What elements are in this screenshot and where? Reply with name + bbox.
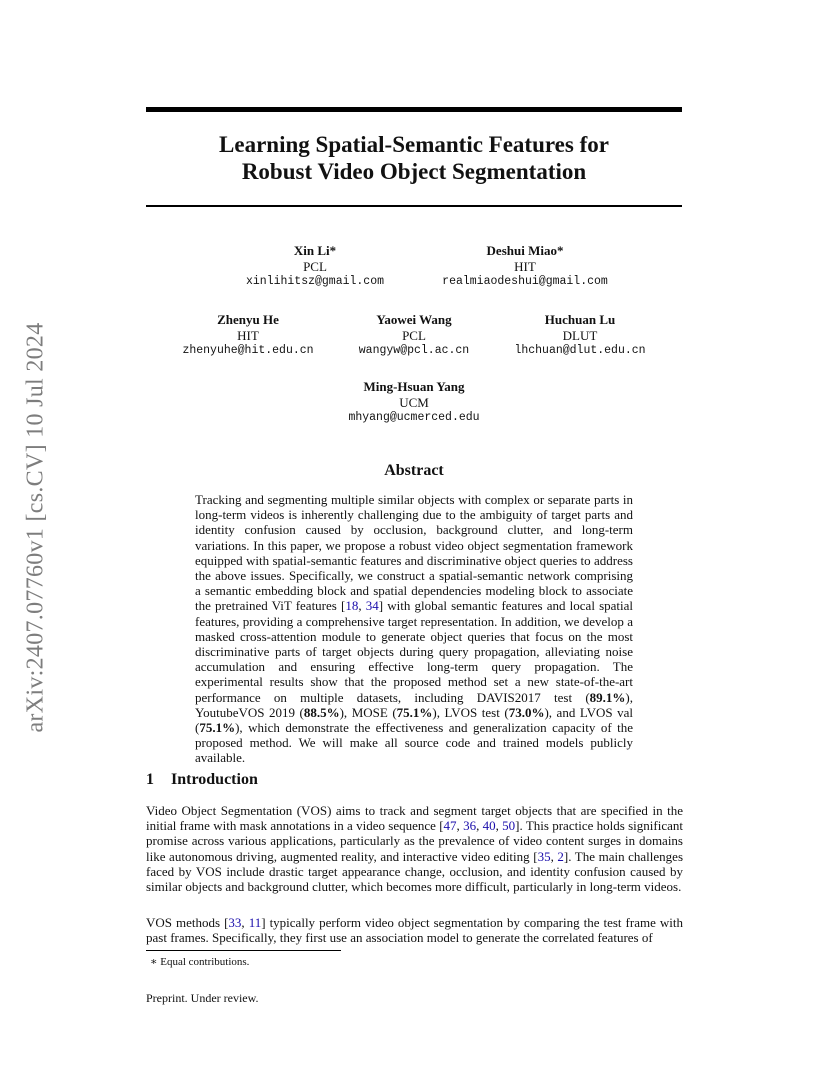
intro-paragraph-1: Video Object Segmentation (VOS) aims to track and segment target objects that are specified in the initial frame with mask annotations in a video sequence [47, 36, 40, 50]. This practice holds significant promise across various applications, particularly as the prevalence of video content surges in domains like autonomous driving, augmented reality, and interactive video editing [35, 2]. The main challenges faced by VOS include drastic target appearance change, occlusion, and identity confusion caused by similar objects and background clutter, which becomes more difficult, particularly in long-term videos.	[146, 803, 684, 895]
author-email[interactable]: mhyang@ucmerced.edu	[348, 411, 480, 424]
result-value: 88.5%	[303, 704, 340, 720]
author-name: Xin Li*	[293, 243, 337, 258]
footnote: ∗ Equal contributions.	[150, 956, 250, 968]
citation-link[interactable]: 2	[557, 848, 564, 864]
citation-link[interactable]: 50	[502, 818, 516, 834]
citation-link[interactable]: 34	[365, 598, 379, 614]
section-heading-introduction	[146, 771, 258, 789]
result-value: 75.1%	[396, 704, 433, 720]
footnote-rule	[146, 950, 341, 951]
author-affiliation: HIT	[514, 258, 536, 274]
author-affiliation: UCM	[399, 394, 429, 410]
intro-paragraph-2: VOS methods [33, 11] typically perform video object segmentation by comparing the test frame with past frames. Specifically, they first use an association model to generate the correlated features of	[146, 915, 683, 946]
citation-link[interactable]: 18	[345, 598, 359, 614]
author-email[interactable]: realmiaodeshui@gmail.com	[442, 275, 608, 288]
section-title: Introduction	[171, 771, 258, 788]
arxiv-id-text: arXiv:2407.07760v1 [cs.CV] 10 Jul 2024	[22, 321, 49, 733]
title-top-rule	[146, 107, 682, 112]
result-value: 73.0%	[508, 704, 545, 720]
author-name: Ming-Hsuan Yang	[363, 379, 465, 394]
title-line-2: Robust Video Object Segmentation	[241, 159, 587, 184]
author-name: Deshui Miao*	[486, 243, 564, 258]
author-email[interactable]: wangyw@pcl.ac.cn	[358, 344, 470, 357]
author-block	[415, 243, 635, 290]
author-email[interactable]: xinlihitsz@gmail.com	[245, 275, 385, 288]
author-email[interactable]: lhchuan@dlut.edu.cn	[514, 344, 646, 357]
author-name: Huchuan Lu	[544, 312, 616, 327]
citation-link[interactable]: 47	[443, 818, 457, 834]
citation-link[interactable]: 33	[228, 915, 242, 930]
preprint-note: Preprint. Under review.	[146, 991, 259, 1005]
author-affiliation: HIT	[237, 327, 259, 343]
section-number: 1	[146, 771, 154, 788]
citation-link[interactable]: 36	[463, 818, 477, 834]
author-block	[324, 312, 504, 359]
citation-link[interactable]: 40	[482, 818, 496, 834]
author-block	[314, 379, 514, 426]
citation-link[interactable]: 11	[248, 915, 262, 930]
arxiv-side-identifier	[20, 296, 52, 758]
paper-title	[146, 131, 682, 185]
author-affiliation: DLUT	[562, 327, 598, 343]
title-line-1: Learning Spatial-Semantic Features for	[219, 132, 609, 157]
author-affiliation: PCL	[303, 258, 327, 274]
author-block	[490, 312, 670, 359]
author-name: Zhenyu He	[217, 312, 279, 327]
abstract-body: Tracking and segmenting multiple similar objects with complex or separate parts in long-term videos is inherently challenging due to the ambiguity of target parts and identity confusion caused by occlusion, background clutter, and long-term variations. In this paper, we propose a robust video object segmentation framework equipped with spatial-semantic features and discriminative object queries to address the above issues. Specifically, we construct a spatial-semantic network comprising a semantic embedding block and spatial dependencies modeling block to associate the pretrained ViT features [18, 34] with global semantic features and local spatial features, providing a comprehensive target representation. In addition, we develop a masked cross-attention module to generate object queries that focus on the most discriminative parts of target objects during query propagation, alleviating noise accumulation and ensuring effective long-term query propagation. The experimental results show that the proposed method set a new state-of-the-art performance on multiple datasets, including DAVIS2017 test (89.1%), YoutubeVOS 2019 (88.5%), MOSE (75.1%), LVOS test (73.0%), and LVOS val (75.1%), which demonstrate the effectiveness and generalization capacity of the proposed method. We will make all source code and trained models publicly available.	[195, 492, 634, 766]
author-block	[215, 243, 415, 290]
result-value: 89.1%	[589, 689, 626, 705]
result-value: 75.1%	[199, 720, 236, 736]
citation-link[interactable]: 35	[537, 848, 551, 864]
author-affiliation: PCL	[402, 327, 426, 343]
author-name: Yaowei Wang	[376, 312, 452, 327]
abstract-heading: Abstract	[384, 462, 444, 479]
author-email[interactable]: zhenyuhe@hit.edu.cn	[182, 344, 314, 357]
author-block	[158, 312, 338, 359]
title-bottom-rule	[146, 205, 682, 207]
